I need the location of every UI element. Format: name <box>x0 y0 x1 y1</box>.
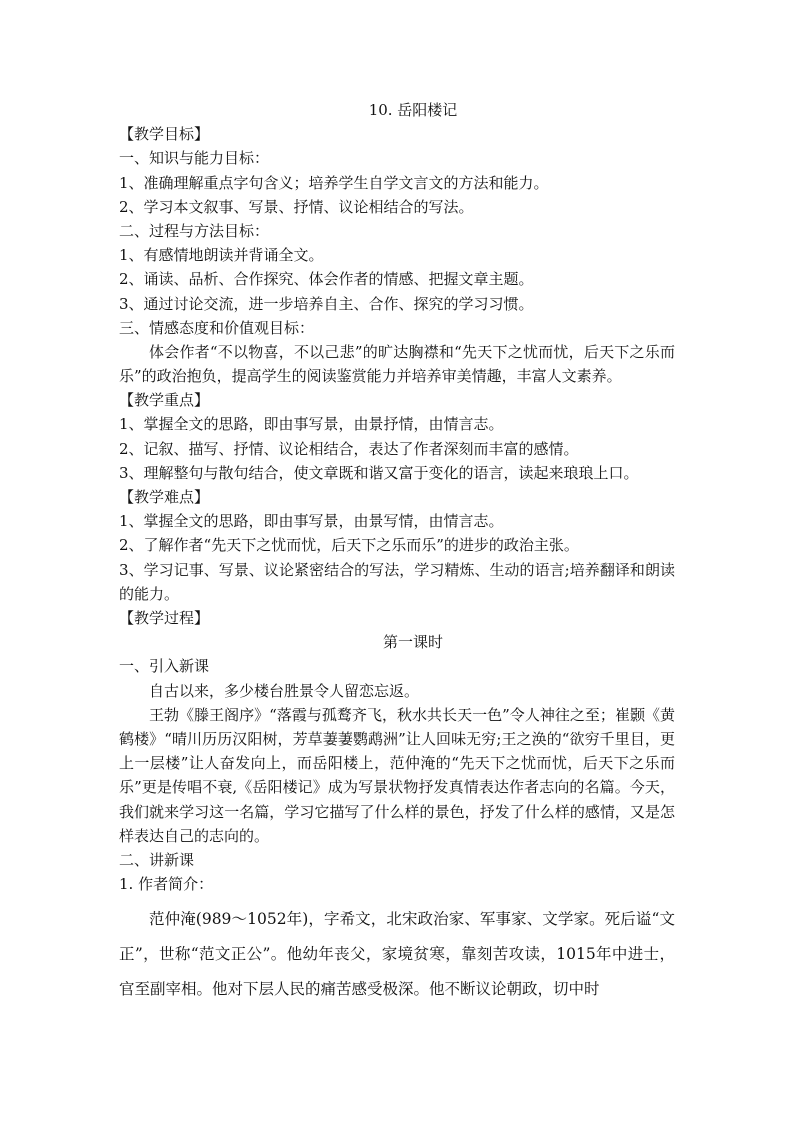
new-lesson-header: 二、讲新课 <box>119 850 195 869</box>
emotion-goal-paragraph: 体会作者“不以物喜，不以己悲”的旷达胸襟和“先天下之忧而忧，后天下之乐而乐”的政治抱负，提高学生的阅读鉴赏能力并培养审美情趣，丰富人文素养。 <box>119 342 675 386</box>
emotion-goal-header: 三、情感态度和价值观目标： <box>119 318 315 337</box>
process-goal-header: 二、过程与方法目标： <box>119 221 270 240</box>
teaching-key-item-2: 2、记叙、描写、抒情、议论相结合，表达了作者深刻而丰富的感情。 <box>119 439 579 458</box>
intro-paragraph: 王勃《滕王阁序》“落霞与孤鹜齐飞，秋水共长天一色”令人神往之至；崔颢《黄鹤楼》“晴川历历汉阳树，芳草萋萋鹦鹉洲”让人回味无穷;王之涣的“欲穷千里目，更上一层楼”让人奋发向上，而岳阳楼上，范仲淹的“先天下之忧而忧，后天下之乐而乐”更是传唱不衰,《岳阳楼记》成为写景状物抒发真情表达作者志向的名篇。今天，我们就来学习这一名篇，学习它描写了什么样的景色，抒发了什么样的感情，又是怎样表达自己的志向的。 <box>119 705 675 845</box>
intro-header: 一、引入新课 <box>119 657 210 676</box>
teaching-difficulty-item-3: 3、学习记事、写景、议论紧密结合的写法，学习精炼、生动的语言;培养翻译和朗读的能力。 <box>119 560 675 603</box>
author-intro-paragraph: 范仲淹(989～1052年)，字希文，北宋政治家、军事家、文学家。死后谥“文正”，世称“范文正公”。他幼年丧父，家境贫寒，靠刻苦攻读，1015年中进士，官至副宰相。他对下层人民的痛苦感受极深。他不断议论朝政，切中时 <box>119 910 675 999</box>
process-goal-item-1: 1、有感情地朗读并背诵全文。 <box>119 246 324 265</box>
intro-line: 自古以来，多少楼台胜景令人留恋忘返。 <box>149 681 420 700</box>
document-title: 10. 岳阳楼记 <box>368 101 458 119</box>
process-goal-item-3: 3、通过讨论交流，进一步培养自主、合作、探究的学习习惯。 <box>119 294 534 313</box>
teaching-difficulty-item-1: 1、掌握全文的思路，即由事写景，由景写情，由情言志。 <box>119 512 504 531</box>
process-goal-item-2: 2、诵读、品析、合作探究、体会作者的情感、把握文章主题。 <box>119 270 534 289</box>
teaching-process-header: 【教学过程】 <box>119 609 210 627</box>
teaching-key-header: 【教学重点】 <box>119 391 210 410</box>
author-intro-header: 1. 作者简介： <box>119 875 214 894</box>
knowledge-goal-header: 一、知识与能力目标： <box>119 149 270 168</box>
knowledge-goal-item-2: 2、学习本文叙事、写景、抒情、议论相结合的写法。 <box>119 197 474 216</box>
teaching-difficulty-header: 【教学难点】 <box>119 488 210 507</box>
teaching-goals-header: 【教学目标】 <box>119 125 210 144</box>
lesson-one-heading: 第一课时 <box>382 633 443 652</box>
teaching-key-item-3: 3、理解整句与散句结合，使文章既和谐又富于变化的语言，读起来琅琅上口。 <box>119 463 639 482</box>
teaching-key-item-1: 1、掌握全文的思路，即由事写景，由景抒情，由情言志。 <box>119 415 504 434</box>
teaching-difficulty-item-2: 2、了解作者“先天下之忧而忧，后天下之乐而乐”的进步的政治主张。 <box>119 536 579 555</box>
document-page <box>119 98 679 1007</box>
knowledge-goal-item-1: 1、准确理解重点字句含义；培养学生自学文言文的方法和能力。 <box>119 173 549 192</box>
